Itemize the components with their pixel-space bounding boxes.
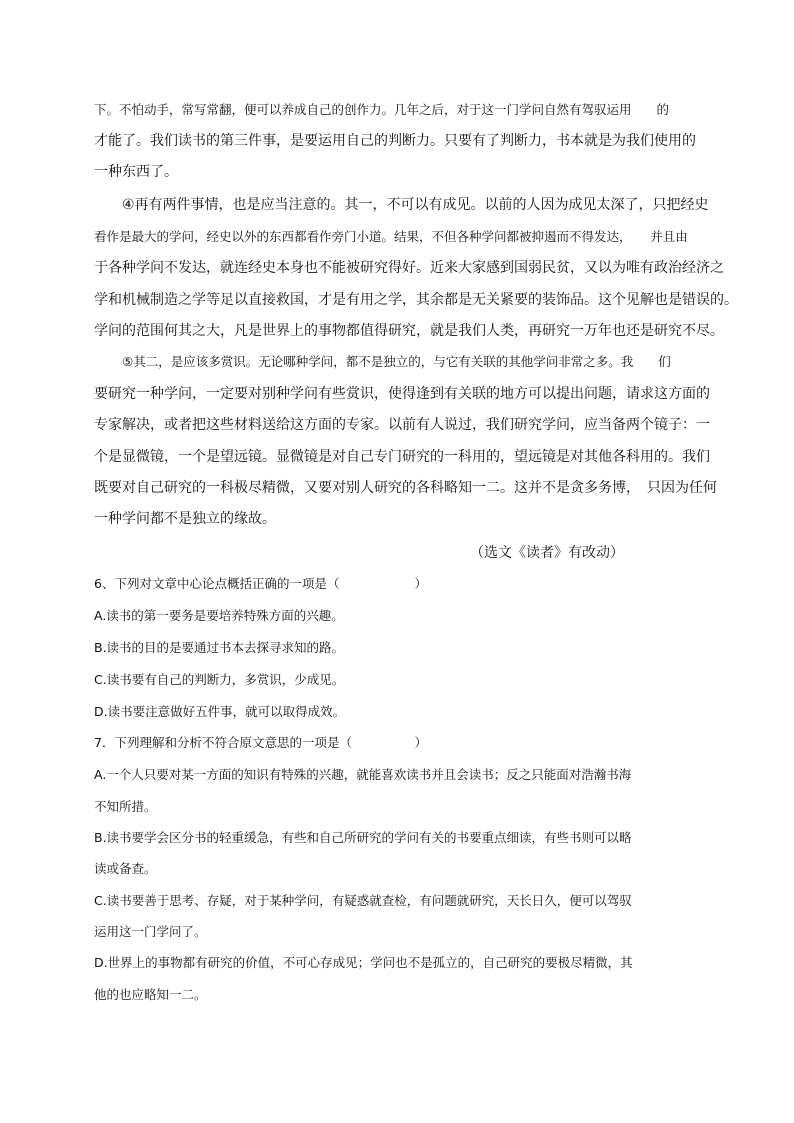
question-6-option-d: D.读书要注意做好五件事，就可以取得成效。 <box>94 704 346 719</box>
passage-line: 一种学问都不是独立的缘故。 <box>94 511 276 527</box>
passage-line: 看作是最大的学问，经史以外的东西都看作旁门小道。结果，不但各种学问都被抑遏而不得发达， 并且由 <box>94 229 688 244</box>
question-6-option-a: A.读书的第一要务是要培养特殊方面的兴趣。 <box>94 608 344 623</box>
passage-line: ⑤其二，是应该多赏识。无论哪种学问，都不是独立的，与它有关联的其他学问非常之多。我 们 <box>122 354 671 369</box>
passage-line: 既要对自己研究的一科极尽精微，又要对别人研究的各科略知一二。这并不是贪多务博， 只因为任何 <box>94 480 717 496</box>
question-7-option-b: B.读书要学会区分书的轻重缓急，有些和自己所研究的学问有关的书要重点细读，有些书则可以略 <box>94 830 632 845</box>
passage-line: 专家解决，或者把这些材料送给这方面的专家。以前有人说过，我们研究学问，应当备两个镜子：一 <box>94 417 710 433</box>
question-6-option-b: B.读书的目的是要通过书本去探寻求知的路。 <box>94 640 345 655</box>
question-7-option-a: A.一个人只要对某一方面的知识有特殊的兴趣，就能喜欢读书并且会读书；反之只能面对浩瀚书海 <box>94 767 632 782</box>
question-7-option-c: C.读书要善于思考、存疑，对于某种学问，有疑惑就查检，有问题就研究，天长日久，便可以驾驭 <box>94 893 632 908</box>
question-7-option-a-cont: 不知所措。 <box>94 799 157 814</box>
passage-line: 学和机械制造之学等足以直接救国，才是有用之学，其余都是无关紧要的装饰品。这个见解也是错误的。 <box>94 292 738 308</box>
question-7-option-d: D.世界上的事物都有研究的价值，不可心存成见；学问也不是孤立的，自己研究的要极尽精微，其 <box>94 955 633 970</box>
passage-line: 于各种学问不发达，就连经史本身也不能被研究得好。近来大家感到国弱民贫，又以为唯有政治经济之 <box>94 260 724 276</box>
source-note: （选文《读者》有改动） <box>470 545 624 561</box>
question-7-option-c-cont: 运用这一门学问了。 <box>94 924 207 939</box>
passage-line: ④再有两件事情，也是应当注意的。其一，不可以有成见。以前的人因为成见太深了，只把经史 <box>122 197 709 213</box>
question-7-option-b-cont: 读或备查。 <box>94 861 157 876</box>
question-6-stem: 6、下列对文章中心论点概括正确的一项是（ ） <box>94 576 427 591</box>
passage-line: 学问的范围何其之大，凡是世界上的事物都值得研究，就是我们人类，再研究一万年也还是研究不尽。 <box>94 323 724 339</box>
passage-line: 个是显微镜，一个是望远镜。显微镜是对自己专门研究的一科用的，望远镜是对其他各科用的。我们 <box>94 449 710 465</box>
passage-line: 下。不怕动手，常写常翻，便可以养成自己的创作力。几年之后，对于这一门学问自然有驾驭运用 的 <box>94 102 670 117</box>
passage-line: 一种东西了。 <box>94 164 178 180</box>
passage-line: 要研究一种学问，一定要对别种学问有些赏识，使得逢到有关联的地方可以提出问题，请求这方面的 <box>94 386 710 402</box>
question-7-option-d-cont: 他的也应略知一二。 <box>94 987 207 1002</box>
question-6-option-c: C.读书要有自己的判断力，多赏识，少成见。 <box>94 672 345 687</box>
passage-line: 才能了。我们读书的第三件事，是要运用自己的判断力。只要有了判断力，书本就是为我们使用的 <box>94 133 696 149</box>
question-7-stem: 7．下列理解和分析不符合原文意思的一项是（ ） <box>94 735 427 750</box>
